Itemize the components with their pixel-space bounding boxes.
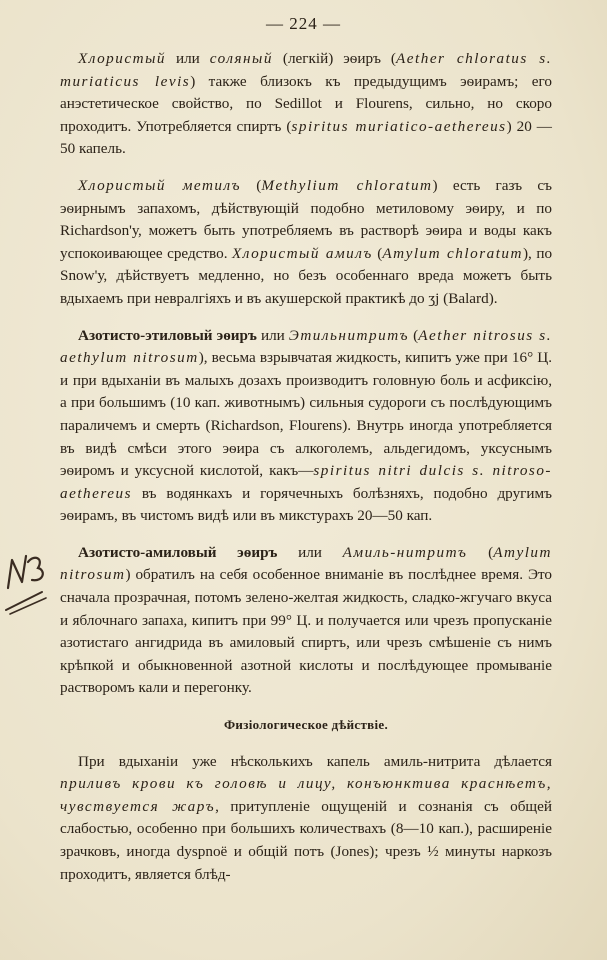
paragraph bbox=[60, 751, 552, 887]
term-spaced-italic: Aether nitrosus s. aethylum nitrosum bbox=[60, 326, 552, 367]
text-run: или bbox=[256, 326, 289, 344]
text-run: ) обратилъ на себя особенное вниманіе въ послѣднее время. Это сначала прозрачная, потомъ зелено-желтая жидкость, сладко-жгучаго вкуса и яблочнаго запаха, кипитъ при 99° Ц. и получается или чрезъ пропусканіе азотистаго ангидрида въ амиловый спиртъ, или чрезъ смѣшеніе съ нимъ крѣпкой и обыкновенной азотной кислоты и послѣдующее промываніе растворомъ кали и перегонку. bbox=[60, 566, 552, 697]
term-spaced-italic: Amylum chloratum bbox=[382, 244, 523, 262]
term-spaced-italic: Methylium chloratum bbox=[261, 176, 433, 194]
term-spaced-italic: Хлористый амилъ bbox=[231, 244, 373, 262]
handwritten-margin-note bbox=[2, 548, 50, 616]
section-heading: Физіологическое дѣйствіе. bbox=[223, 717, 389, 733]
text-run: ) также близокъ къ предыдущимъ эѳирамъ; его анэстетическое свойство, по Sedillot и Flourens, сильно, но скоро проходитъ. Употребляется спиртъ ( bbox=[60, 72, 552, 135]
term-spaced-italic: spiritus nitri dulcis s. nitroso-aethereus bbox=[60, 462, 552, 502]
page-number: — 224 — bbox=[266, 14, 341, 33]
text-run: При вдыханіи уже нѣсколькихъ капель амиль-нитрита дѣлается bbox=[78, 752, 552, 770]
term-bold: Азотисто-амиловый эѳиръ bbox=[78, 543, 278, 561]
text-run: ( bbox=[372, 244, 383, 262]
paragraph bbox=[60, 175, 552, 311]
term-spaced-italic: Амиль-нитритъ bbox=[342, 543, 468, 561]
term-spaced-italic: соляный bbox=[209, 50, 273, 67]
paragraph bbox=[60, 325, 552, 528]
term-spaced-italic: Aether chloratus s. muriaticus levis bbox=[60, 50, 552, 90]
paragraph bbox=[60, 542, 552, 700]
body-text bbox=[60, 48, 552, 900]
paragraph bbox=[60, 48, 552, 161]
term-spaced-italic: Хлористый bbox=[78, 50, 166, 67]
text-run: (легкій) эѳиръ ( bbox=[272, 50, 396, 67]
term-spaced-italic: Хлористый метилъ bbox=[78, 176, 242, 194]
term-spaced-italic: Этильнитритъ bbox=[288, 326, 410, 344]
text-run: ( bbox=[409, 326, 419, 344]
text-run: въ водянкахъ и горячечныхъ болѣзняхъ, подобно другимъ эѳирамъ, въ чистомъ видѣ или въ микстурахъ 20—50 кап. bbox=[60, 484, 552, 525]
text-run: ( bbox=[241, 176, 262, 194]
text-run: ( bbox=[467, 543, 494, 561]
term-spaced-italic: приливъ крови къ головѣ и лицу, конъюнктива краснѣетъ, чувствуется жаръ bbox=[60, 775, 552, 815]
text-run: или bbox=[277, 543, 343, 561]
text-run: ) есть газъ съ эѳирнымъ запахомъ, дѣйствующій подобно метиловому эѳиру, и по Richardson'у, можетъ быть употребляемъ въ растворѣ эѳира и воды какъ успокоивающее средство. bbox=[60, 176, 552, 262]
term-spaced-italic: Amylum nitrosum bbox=[60, 543, 552, 584]
text-run: ) 20 — 50 капель. bbox=[60, 117, 552, 158]
text-run: ), весьма взрывчатая жидкость, кипитъ уже при 16° Ц. и при вдыханіи въ малыхъ дозахъ производитъ головную боль и асфиксію, а при большимъ (10 кап. животнымъ) сильныя судороги съ послѣдующимъ параличемъ и смерть (Richardson, Flourens). Внутрь иногда употребляется въ видѣ смѣси этого эѳира съ алкоголемъ, альдегидомъ, уксуснымъ эѳиромъ и уксусной кислотой, какъ— bbox=[60, 349, 552, 480]
term-spaced-italic: spiritus muriatico-aethereus bbox=[291, 117, 507, 135]
text-run: или bbox=[165, 50, 210, 67]
text-run: , притупленіе ощущеній и сознанія съ общей слабостью, особенно при большихъ количествахъ (8—10 кап.), расширеніе зрачковъ, иногда dyspnoë и общій потъ (Jones); чрезъ ½ минуты наркозъ проходитъ, является блѣд- bbox=[60, 797, 552, 883]
text-run: ), по Snow'у, дѣйствуетъ медленно, но безъ особеннаго вреда можетъ быть вдыхаемъ при невралгіяхъ и въ акушерской практикѣ до ʒj (Balard). bbox=[60, 244, 553, 307]
term-bold: Азотисто-этиловый эѳиръ bbox=[78, 326, 257, 344]
